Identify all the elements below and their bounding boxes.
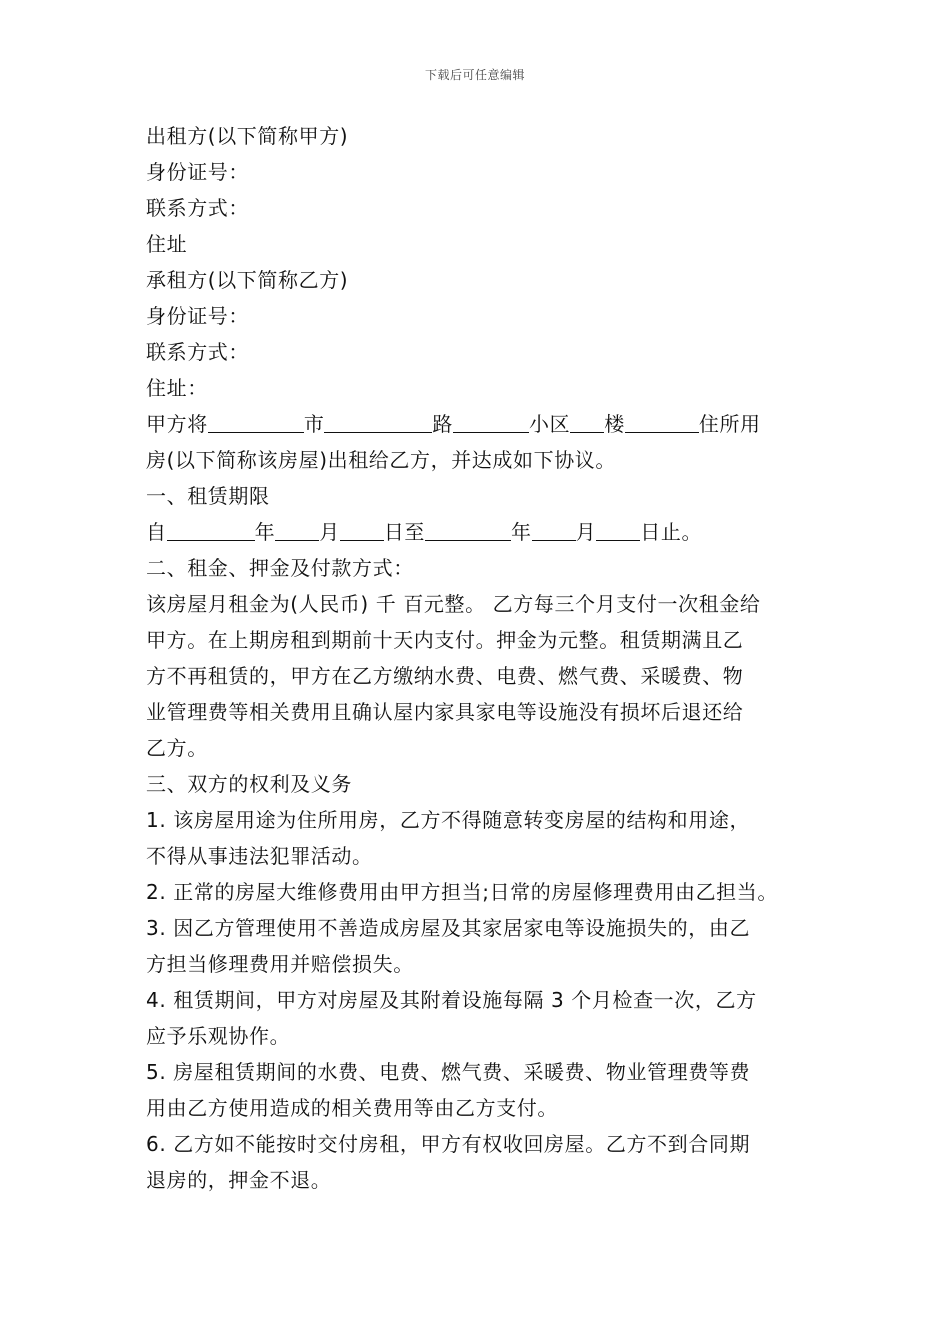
intro-text: 甲方将 (146, 412, 208, 436)
blank-start-day[interactable] (340, 518, 384, 541)
blank-road[interactable] (324, 410, 432, 433)
term-text: 年 (254, 520, 276, 544)
intro-text: 住所用 (698, 412, 761, 436)
lessee-contact-line: 联系方式： (146, 340, 249, 364)
blank-city[interactable] (208, 410, 304, 433)
term-text: 年 (511, 520, 532, 544)
lessor-line: 出租方(以下简称甲方) (146, 124, 349, 148)
section-2-line: 方不再租赁的，甲方在乙方缴纳水费、电费、燃气费、采暖费、物 (146, 664, 744, 688)
section-3-line: 不得从事违法犯罪活动。 (146, 844, 373, 868)
term-text: 日至 (383, 520, 426, 544)
term-line (146, 514, 808, 550)
section-1-title: 一、租赁期限 (146, 484, 270, 508)
term-text: 日止。 (640, 520, 703, 544)
blank-building[interactable] (570, 410, 604, 433)
blank-start-month[interactable] (275, 518, 319, 541)
section-2-title: 二、租金、押金及付款方式： (146, 556, 414, 580)
intro-text: 市 (303, 412, 325, 436)
section-3-line: 2. 正常的房屋大维修费用由甲方担当;日常的房屋修理费用由乙担当。 (146, 880, 778, 904)
section-3-line: 5. 房屋租赁期间的水费、电费、燃气费、采暖费、物业管理费等费 (146, 1060, 751, 1084)
section-3-line: 1. 该房屋用途为住所用房，乙方不得随意转变房屋的结构和用途， (146, 808, 751, 832)
term-text: 月 (319, 520, 340, 544)
section-3-line: 方担当修理费用并赔偿损失。 (146, 952, 414, 976)
lessor-id-line: 身份证号： (146, 160, 249, 184)
intro-line-2: 房(以下简称该房屋)出租给乙方，并达成如下协议。 (146, 448, 617, 472)
section-3-line: 用由乙方使用造成的相关费用等由乙方支付。 (146, 1096, 558, 1120)
lessee-line: 承租方(以下简称乙方) (146, 268, 349, 292)
blank-start-year[interactable] (167, 518, 255, 541)
intro-text: 楼 (604, 412, 625, 436)
section-2-line: 乙方。 (146, 736, 208, 760)
blank-end-month[interactable] (532, 518, 576, 541)
blank-end-day[interactable] (596, 518, 640, 541)
contract-body (146, 118, 808, 1198)
blank-unit[interactable] (625, 410, 699, 433)
section-2-line: 该房屋月租金为(人民币) 千 百元整。 乙方每三个月支付一次租金给 (146, 592, 761, 616)
section-2-line: 业管理费等相关费用且确认屋内家具家电等设施没有损坏后退还给 (146, 700, 744, 724)
lessee-address-line: 住址： (146, 376, 208, 400)
blank-end-year[interactable] (425, 518, 511, 541)
section-2-line: 甲方。在上期房租到期前十天内支付。押金为元整。租赁期满且乙 (146, 628, 744, 652)
intro-line-1 (146, 406, 808, 442)
section-3-line: 退房的，押金不退。 (146, 1168, 332, 1192)
lessor-address-line: 住址 (146, 232, 188, 256)
term-text: 自 (146, 520, 167, 544)
section-3-line: 4. 租赁期间，甲方对房屋及其附着设施每隔 3 个月检查一次，乙方 (146, 988, 757, 1012)
section-3-line: 6. 乙方如不能按时交付房租，甲方有权收回房屋。乙方不到合同期 (146, 1132, 751, 1156)
section-3-line: 应予乐观协作。 (146, 1024, 291, 1048)
blank-community[interactable] (453, 410, 529, 433)
section-3-line: 3. 因乙方管理使用不善造成房屋及其家居家电等设施损失的，由乙 (146, 916, 751, 940)
header-note: 下载后可任意编辑 (424, 68, 525, 82)
section-3-title: 三、双方的权利及义务 (146, 772, 352, 796)
term-text: 月 (575, 520, 597, 544)
lessee-id-line: 身份证号： (146, 304, 249, 328)
lessor-contact-line: 联系方式： (146, 196, 249, 220)
intro-text: 路 (432, 412, 454, 436)
intro-text: 小区 (529, 412, 571, 436)
